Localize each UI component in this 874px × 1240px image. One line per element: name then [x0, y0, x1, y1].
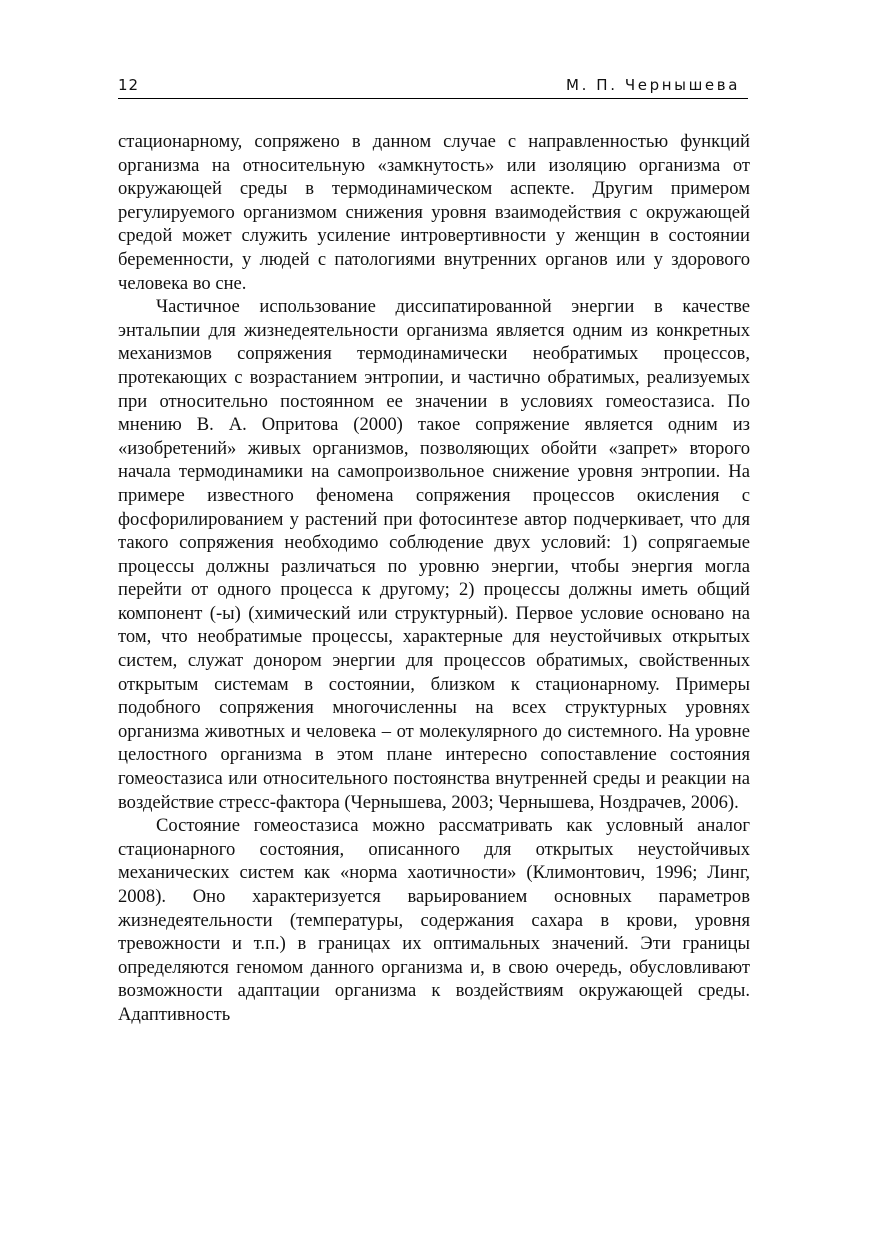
paragraph-3: Состояние гомеостазиса можно рассматривать как условный аналог стационарного состояния, описанного для открытых неустойчивых механических систем как «норма хаотичности» (Климонтович, 1996; Линг, 2008). Оно характеризуется варьированием основных параметров жизнедеятельности (температуры, содержания сахара в крови, уровня тревожности и т.п.) в границах их оптимальных значений. Эти границы определяются геномом данного организма и, в свою очередь, обусловливают возможности адаптации организма к воздействиям окружающей среды. Адаптивность — [118, 815, 750, 1025]
paragraph-1: стационарному, сопряжено в данном случае с направленностью функций организма на относительную «замкнутость» или изоляцию организма от окружающей среды в термодинамическом аспекте. Другим примером регулируемого организмом снижения уровня взаимодействия с окружающей средой может служить усиление интровертивности у женщин в состоянии беременности, у людей с патологиями внутренних органов или у здорового человека во сне. — [118, 131, 750, 294]
page-number: 12 — [118, 76, 140, 94]
paragraph-2: Частичное использование диссипатированной энергии в качестве энтальпии для жизнедеятельности организма является одним из конкретных механизмов сопряжения термодинамически необратимых процессов, протекающих с возрастанием энтропии, и частично обратимых, реализуемых при относительно постоянном ее значении в условиях гомеостазиса. По мнению В. А. Опритова (2000) такое сопряжение является одним из «изобретений» живых организмов, позволяющих обойти «запрет» второго начала термодинамики на самопроизвольное снижение уровня энтропии. На примере известного феномена сопряжения процессов окисления с фосфорилированием у растений при фотосинтезе автор подчеркивает, что для такого сопряжения необходимо соблюдение двух условий: 1) сопрягаемые процессы должны различаться по уровню энергии, чтобы энергия могла перейти от одного процесса к другому; 2) процессы должны иметь общий компонент (-ы) (химический или структурный). Первое условие основано на том, что необратимые процессы, характерные для неустойчивых открытых систем, служат донором энергии для процессов обратимых, свойственных открытым системам в состоянии, близком к стационарному. Примеры подобного сопряжения многочисленны на всех структурных уровнях организма животных и человека – от молекулярного до системного. На уровне целостного организма в этом плане интересно сопоставление состояния гомеостазиса или относительного постоянства внутренней среды и реакции на воздействие стресс-фактора (Чернышева, 2003; Чернышева, Ноздрачев, 2006). — [118, 296, 750, 813]
body-text — [118, 130, 750, 1027]
running-head-author: М. П. Чернышева — [566, 76, 740, 94]
page-header — [118, 74, 748, 99]
